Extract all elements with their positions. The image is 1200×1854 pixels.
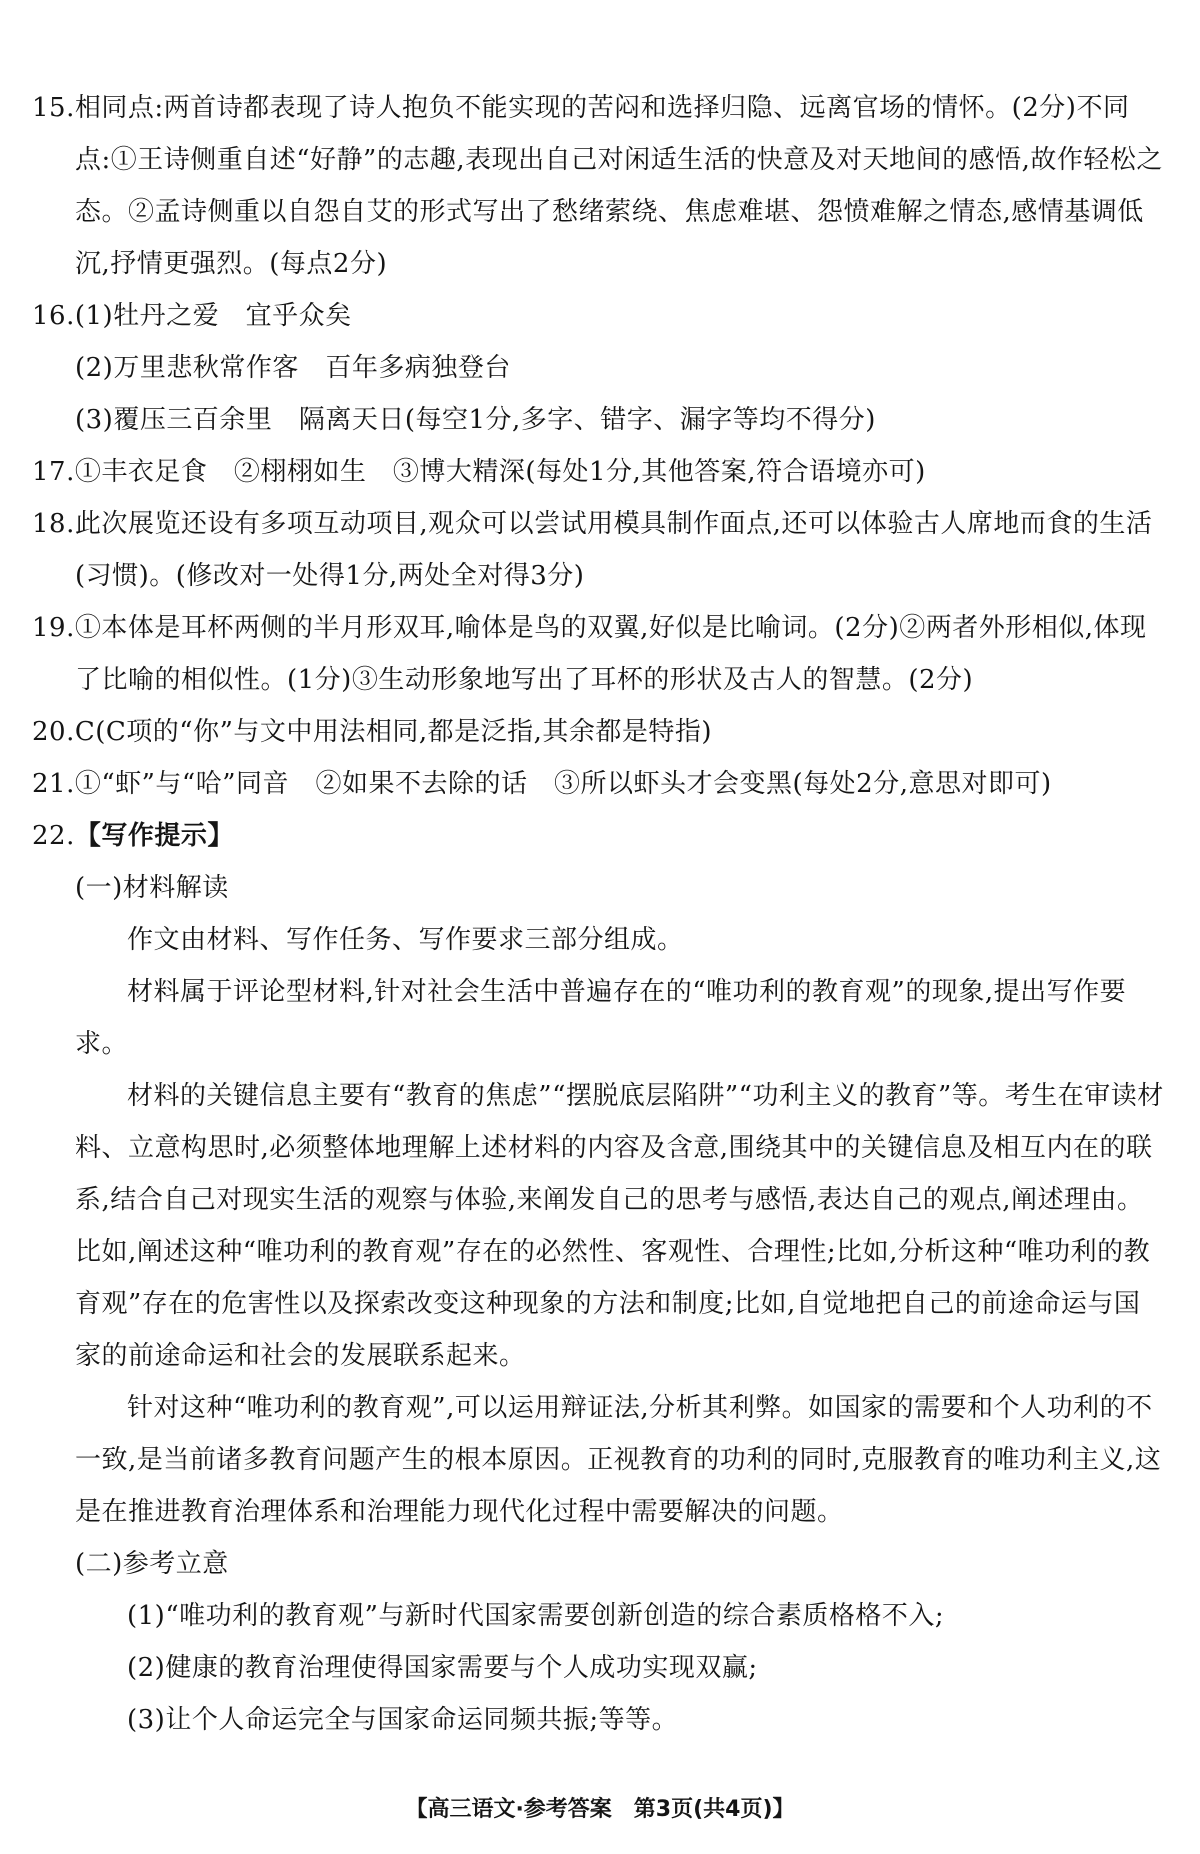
answer-17: 17.①丰衣足食 ②栩栩如生 ③博大精深(每处1分,其他答案,符合语境亦可) [32, 457, 926, 487]
answer-16-line-2: (2)万里悲秋常作客 百年多病独登台 [75, 353, 511, 383]
answer-21: 21.①“虾”与“哈”同音 ②如果不去除的话 ③所以虾头才会变黑(每处2分,意思对即可) [32, 769, 1052, 799]
reference-idea-1: (1)“唯功利的教育观”与新时代国家需要创新创造的综合素质格格不入; [127, 1601, 945, 1631]
answer-18: 18.此次展览还设有多项互动项目,观众可以尝试用模具制作面点,还可以体验古人席地而食的生活(习惯)。(修改对一处得1分,两处全对得3分) [32, 509, 1153, 591]
writing-tips-heading: 【写作提示】 [74, 821, 234, 851]
answer-16-line-3: (3)覆压三百余里 隔离天日(每空1分,多字、错字、漏字等均不得分) [75, 405, 876, 435]
material-paragraph-3: 材料的关键信息主要有“教育的焦虑”“摆脱底层陷阱”“功利主义的教育”等。考生在审读材料、立意构思时,必须整体地理解上述材料的内容及含意,围绕其中的关键信息及相互内在的联系,结合自己对现实生活的观察与体验,来阐发自己的思考与感悟,表达自己的观点,阐述理由。比如,阐述这种“唯功利的教育观”存在的必然性、客观性、合理性;比如,分析这种“唯功利的教育观”存在的危害性以及探索改变这种现象的方法和制度;比如,自觉地把自己的前途命运与国家的前途命运和社会的发展联系起来。 [75, 1081, 1164, 1371]
section-material-reading-title: (一)材料解读 [75, 873, 229, 903]
material-paragraph-4: 针对这种“唯功利的教育观”,可以运用辩证法,分析其利弊。如国家的需要和个人功利的不一致,是当前诸多教育问题产生的根本原因。正视教育的功利的同时,克服教育的唯功利主义,这是在推进教育治理体系和治理能力现代化过程中需要解决的问题。 [75, 1393, 1162, 1527]
reference-idea-3: (3)让个人命运完全与国家命运同频共振;等等。 [127, 1705, 679, 1735]
answer-22-heading [32, 810, 1164, 862]
answer-15: 15.相同点:两首诗都表现了诗人抱负不能实现的苦闷和选择归隐、远离官场的情怀。(2分)不同点:①王诗侧重自述“好静”的志趣,表现出自己对闲适生活的快意及对天地间的感悟,故作轻松之态。②孟诗侧重以自怨自艾的形式写出了愁绪萦绕、焦虑难堪、怨愤难解之情态,感情基调低沉,抒情更强烈。(每点2分) [32, 93, 1163, 279]
reference-idea-2: (2)健康的教育治理使得国家需要与个人成功实现双赢; [127, 1653, 758, 1683]
answer-16-line-1: 16.(1)牡丹之爱 宜乎众矣 [32, 301, 352, 331]
answer-page [32, 82, 1164, 1746]
answer-19: 19.①本体是耳杯两侧的半月形双耳,喻体是鸟的双翼,好似是比喻词。(2分)②两者外形相似,体现了比喻的相似性。(1分)③生动形象地写出了耳杯的形状及古人的智慧。(2分) [32, 613, 1147, 695]
answer-20: 20.C(C项的“你”与文中用法相同,都是泛指,其余都是特指) [32, 717, 713, 747]
material-paragraph-1: 作文由材料、写作任务、写作要求三部分组成。 [127, 925, 684, 955]
section-reference-ideas-title: (二)参考立意 [75, 1549, 229, 1579]
material-paragraph-2: 材料属于评论型材料,针对社会生活中普遍存在的“唯功利的教育观”的现象,提出写作要求。 [75, 977, 1127, 1059]
page-footer: 【高三语文·参考答案 第3页(共4页)】 [405, 1797, 795, 1822]
answer-22-number: 22. [32, 821, 75, 851]
